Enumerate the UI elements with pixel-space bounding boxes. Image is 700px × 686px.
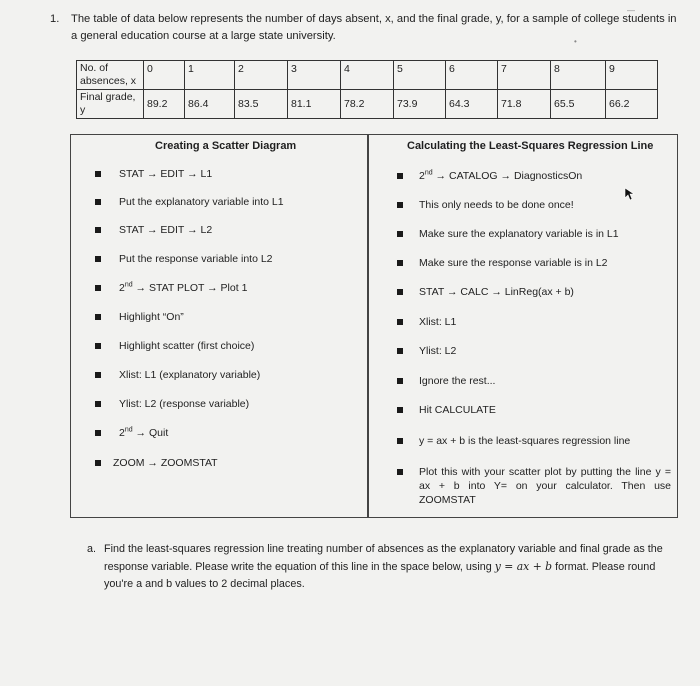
- scatter-step-text: STAT PLOT → Plot 1: [148, 282, 248, 294]
- table-cell: 7: [498, 61, 551, 90]
- regression-step: Ignore the rest...: [419, 375, 496, 387]
- grades-row: [77, 90, 658, 119]
- bullet-icon: [95, 401, 101, 407]
- bullet-icon: [397, 319, 403, 325]
- bullet-icon: [95, 314, 101, 320]
- part-a-text-before: Find the least-squares regression line treating number of absences as the explanatory variable and final grade as the response variable. Please write the equation of this line in the space below, using: [104, 543, 663, 573]
- table-cell: 5: [394, 61, 446, 90]
- table-cell: 71.8: [498, 90, 551, 119]
- bullet-icon: [397, 348, 403, 354]
- table-cell: 8: [551, 61, 606, 90]
- scatter-step: STAT → EDIT → L1: [119, 168, 213, 180]
- scatter-step: Highlight scatter (first choice): [119, 340, 255, 352]
- absences-header: No. of absences, x: [77, 61, 144, 90]
- grades-header: Final grade, y: [77, 90, 144, 119]
- question-text: The table of data below represents the number of days absent, x, and the final grade, y, for a sample of college students in a general education course at a large state university.: [71, 13, 677, 42]
- regression-step: Hit CALCULATE: [419, 404, 496, 416]
- scatter-step: Xlist: L1 (explanatory variable): [119, 369, 261, 381]
- bullet-icon: [95, 227, 101, 233]
- table-cell: 2: [235, 61, 288, 90]
- data-table: [76, 60, 658, 119]
- bullet-icon: [397, 260, 403, 266]
- table-cell: 64.3: [446, 90, 498, 119]
- scatter-step: ZOOM → ZOOMSTAT: [113, 457, 218, 469]
- bullet-icon: [95, 256, 101, 262]
- table-cell: 66.2: [606, 90, 658, 119]
- regression-step: 2nd → CATALOG → DiagnosticsOn: [419, 169, 583, 182]
- scatter-step: 2nd → Quit: [119, 426, 169, 439]
- bullet-icon: [397, 438, 403, 444]
- table-cell: 0: [144, 61, 185, 90]
- regression-step: Make sure the explanatory variable is in L1: [419, 228, 619, 240]
- scatter-step: Highlight “On”: [119, 311, 184, 323]
- regression-step-text: CATALOG → DiagnosticsOn: [448, 170, 583, 182]
- table-cell: 1: [185, 61, 235, 90]
- table-cell: 65.5: [551, 90, 606, 119]
- second-key: 2: [119, 427, 125, 439]
- absences-row: [77, 61, 658, 90]
- table-cell: 6: [446, 61, 498, 90]
- bullet-icon: [397, 378, 403, 384]
- bullet-icon: [95, 199, 101, 205]
- part-a-formula: y = ax + b: [494, 560, 553, 573]
- second-key-sup: nd: [424, 169, 433, 177]
- table-cell: 83.5: [235, 90, 288, 119]
- scatter-box-title: Creating a Scatter Diagram: [155, 140, 297, 152]
- table-cell: 73.9: [394, 90, 446, 119]
- scatter-step: Put the explanatory variable into L1: [119, 196, 284, 208]
- regression-step: This only needs to be done once!: [419, 199, 574, 211]
- scan-mark: —: [627, 6, 635, 15]
- regression-step: Plot this with your scatter plot by putting the line y = ax + b into Y= on your calculator. Then use ZOOMSTAT: [419, 466, 671, 506]
- regression-step: Make sure the response variable is in L2: [419, 257, 608, 269]
- bullet-icon: [397, 202, 403, 208]
- bullet-icon: [397, 289, 403, 295]
- regression-step: y = ax + b is the least-squares regression line: [419, 435, 631, 447]
- bullet-icon: [397, 469, 403, 475]
- bullet-icon: [95, 372, 101, 378]
- second-key: 2: [419, 170, 425, 182]
- table-cell: 89.2: [144, 90, 185, 119]
- second-key-sup: nd: [124, 426, 133, 434]
- scatter-step: STAT → EDIT → L2: [119, 224, 213, 236]
- regression-step: Ylist: L2: [419, 345, 457, 357]
- bullet-icon: [95, 285, 101, 291]
- scatter-step: Put the response variable into L2: [119, 253, 273, 265]
- table-cell: 3: [288, 61, 341, 90]
- bullet-icon: [95, 430, 101, 436]
- bullet-icon: [95, 343, 101, 349]
- second-key-sup: nd: [124, 281, 133, 289]
- part-a-text-after: format. Please round you're a and b values to 2 decimal places.: [104, 561, 656, 590]
- bullet-icon: [95, 171, 101, 177]
- table-cell: 9: [606, 61, 658, 90]
- bullet-icon: [397, 231, 403, 237]
- table-cell: 86.4: [185, 90, 235, 119]
- scatter-step: Ylist: L2 (response variable): [119, 398, 250, 410]
- part-a-text: [104, 541, 684, 593]
- regression-step: Xlist: L1: [419, 316, 457, 328]
- regression-step: STAT → CALC → LinReg(ax + b): [419, 286, 574, 298]
- table-cell: 4: [341, 61, 394, 90]
- table-cell: 81.1: [288, 90, 341, 119]
- scatter-instructions-box: [70, 134, 368, 518]
- scan-mark: •: [574, 37, 577, 46]
- regression-box-title: Calculating the Least-Squares Regression Line: [407, 140, 654, 152]
- scatter-step-text: Quit: [148, 427, 169, 439]
- question-number: 1.: [50, 13, 60, 25]
- bullet-icon: [95, 460, 101, 466]
- bullet-icon: [397, 407, 403, 413]
- table-cell: 78.2: [341, 90, 394, 119]
- part-a-label: a.: [87, 543, 97, 555]
- bullet-icon: [397, 173, 403, 179]
- second-key: 2: [119, 282, 125, 294]
- mouse-pointer-icon: [624, 187, 636, 201]
- scatter-step: 2nd → STAT PLOT → Plot 1: [119, 281, 248, 294]
